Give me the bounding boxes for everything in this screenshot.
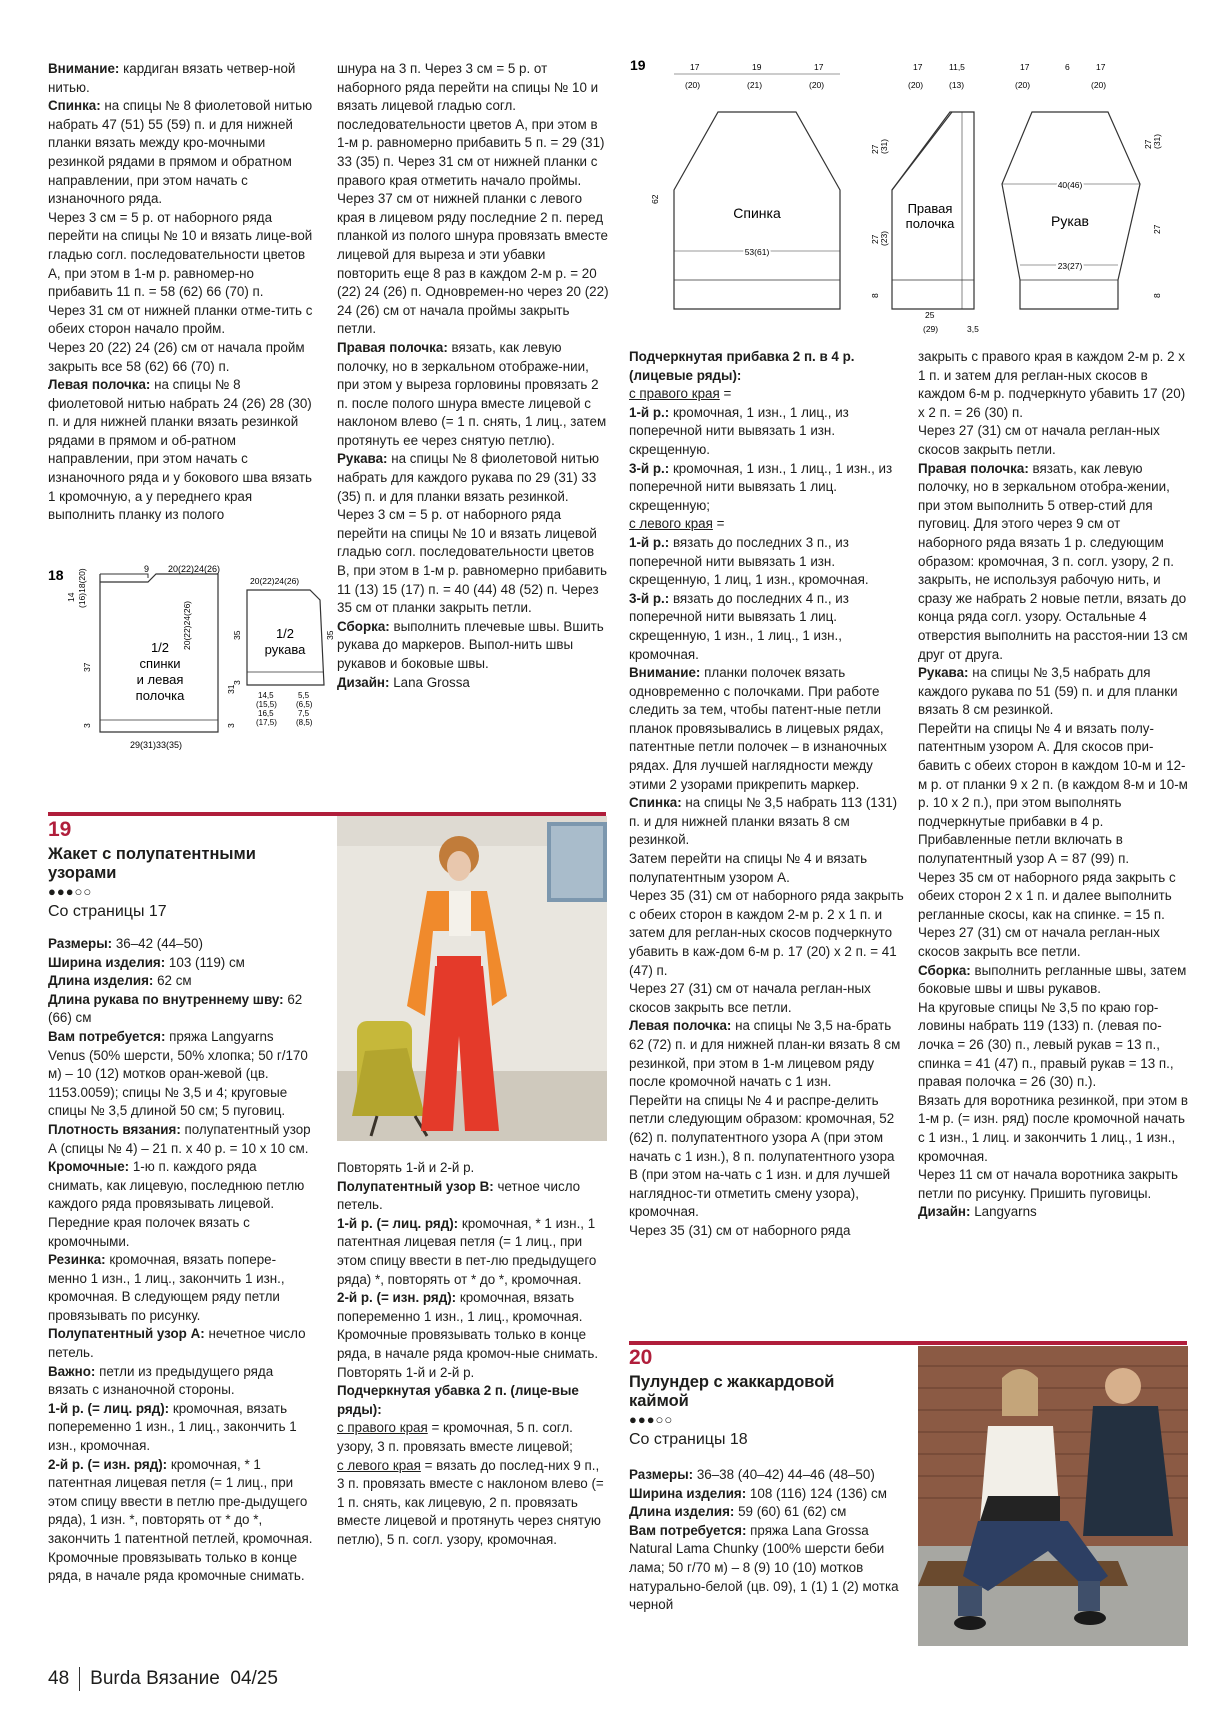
photo-models-vest bbox=[918, 1346, 1188, 1646]
front-top-b0: (20) bbox=[908, 80, 924, 90]
paragraph: с правого края = кромочная, 5 п. согл. узору, 3 п. провязать вместе лицевой; bbox=[337, 1420, 573, 1454]
paragraph: Вязать для воротника резинкой, при этом в 1-м р. (= изн. ряд) после кромочной начать с 1 изн., 1 лиц. и закончить 1 лиц., 1 изн., кромочная. bbox=[918, 1092, 1188, 1164]
paragraph: Повторять 1-й и 2-й р. bbox=[337, 1160, 475, 1175]
back-label-2: спинки bbox=[139, 656, 181, 671]
dim-top: 20(22)24(26) bbox=[168, 564, 221, 574]
dim-side: 37 bbox=[82, 662, 92, 672]
paragraph: с правого края = bbox=[629, 386, 732, 402]
section-19-number: 19 bbox=[48, 818, 72, 841]
paragraph: Кромочные: 1-ю п. каждого ряда снимать, как лицевую, последнюю петлю каждого ряда провязывать лицевой. Передние края полочек вязать с кромочными. bbox=[48, 1159, 305, 1249]
paragraph: 1-й р.: кромочная, 1 изн., 1 лиц., из поперечной нити вывязать 1 изн. скрещенную. bbox=[629, 404, 849, 457]
dim-neck-h: (16)18(20) bbox=[77, 568, 87, 608]
h23: (23) bbox=[879, 230, 889, 246]
sleeve-width: 40(46) bbox=[1057, 180, 1083, 190]
paragraph: закрыть с правого края в каждом 2-м р. 2 х 1 п. и затем для реглан-ных скосов в каждом 6-м р. подчеркнуто убавить 17 (20) х 2 п. = 26 (30) п. bbox=[918, 349, 1186, 420]
sleeve-bottom-a: 14,5 bbox=[258, 691, 274, 700]
diagram-18 bbox=[40, 560, 340, 760]
column-1-top bbox=[48, 60, 313, 525]
paragraph: Длина изделия: 59 (60) 61 (62) см bbox=[629, 1504, 847, 1520]
section-19-title: Жакет с полупатентными узорами bbox=[48, 845, 256, 882]
photo-model-orange-cardigan bbox=[337, 816, 607, 1141]
paragraph: Кромочные провязывать только в конце ряда, в начале ряда кромоч-ные снимать. bbox=[337, 1327, 599, 1361]
difficulty-rating: ●●●○○ bbox=[48, 884, 93, 899]
sleeve-top: 20(22)24(26) bbox=[250, 576, 300, 586]
paragraph: 1-й р. (= лиц. ряд): кромочная, * 1 изн., 1 патентная лицевая петля (= 1 лиц., при этом спицу ввести в пет-лю предыдущего ряда) *, повторять от * до *, кромочная. bbox=[337, 1215, 597, 1287]
dim-bottom-3b: 3 bbox=[226, 723, 236, 728]
paragraph: Через 35 (31) см от наборного ряда закрыть с обеих сторон в каждом 2-м р. 2 х 1 п. и затем для реглан-ных скосов подчеркнуто убавить в каж-дом 6-м р. 17 (20) х 2 п. = 41 (47) п. bbox=[629, 888, 904, 978]
paragraph: Правая полочка: вязать, как левую полочку, но в зеркальном отображе-нии, при этом у выреза горловины провязать 2 п. после полого шнура вместе лицевой с наклоном влево (= 1 п. снять, 1 лиц., затем протянуть ее через снятую петлю). bbox=[337, 339, 607, 448]
paragraph: Через 35 см от наборного ряда закрыть с обеих сторон 2 х 1 п. и далее выполнить регланные скосы, как на спинке. = 15 п. bbox=[918, 869, 1176, 922]
paragraph: Ширина изделия: 103 (119) см bbox=[48, 954, 245, 970]
dim-side-31: 31 bbox=[226, 684, 236, 694]
paragraph: Через 35 (31) см от наборного ряда bbox=[629, 1222, 851, 1238]
sleeve-label: Рукав bbox=[1051, 213, 1089, 229]
paragraph: Важно: петли из предыдущего ряда вязать с изнаночной стороны. bbox=[48, 1363, 274, 1398]
dim-shoulder: 9 bbox=[144, 564, 150, 574]
paragraph: Вам потребуется: пряжа Lana Grossa Natural Lama Chunky (100% шерсти беби лама; 50 г/70 м) – 8 (9) 10 (10) мотков натурально-белой (цв. 09), 1 (1) 1 (2) мотка черной bbox=[629, 1522, 899, 1613]
paragraph: Через 31 см от нижней планки отме-тить с обеих сторон начало пройм. bbox=[48, 302, 313, 337]
front-25: 25 bbox=[925, 310, 935, 320]
back-top-b2: (20) bbox=[809, 80, 825, 90]
section-20-rule bbox=[629, 1341, 1187, 1345]
sleeve-left: 35 bbox=[232, 630, 242, 640]
sleeve-bottom-c: 16,5 bbox=[258, 709, 274, 718]
from-page: Со страницы 17 bbox=[48, 903, 167, 920]
page-footer bbox=[48, 1667, 278, 1691]
paragraph: Вам потребуется: пряжа Langyarns Venus (50% шерсти, 50% хлопка; 50 г/170 м) – 10 (12) мотков оран-жевой (цв. 1153.0059); спицы № 3,5 и 4; круговые спицы № 3,5 длиной 50 см; 5 пуговиц. bbox=[48, 1028, 308, 1119]
s-h31: (31) bbox=[1152, 133, 1162, 149]
paragraph: 1-й р.: вязать до последних 3 п., из поперечной нити вывязать 1 изн. скрещенную, 1 лиц, 1 изн., кромочная. bbox=[629, 534, 869, 588]
paragraph: с левого края = bbox=[629, 516, 725, 532]
front-top-b1: (13) bbox=[949, 80, 965, 90]
paragraph: Повторять 1-й и 2-й р. bbox=[337, 1364, 475, 1380]
back-top-b1: (21) bbox=[747, 80, 763, 90]
difficulty-rating-20: ●●●○○ bbox=[629, 1412, 674, 1427]
paragraph: 1-й р. (= лиц. ряд): кромочная, вязать попеременно 1 изн., 1 лиц., закончить 1 изн., кромочная. bbox=[48, 1400, 297, 1454]
sleeve-bottom-b: (15,5) bbox=[256, 700, 277, 709]
sleeve-bottom: 23(27) bbox=[1057, 261, 1083, 271]
s-h27b: 27 bbox=[1152, 224, 1162, 234]
diagram-number: 19 bbox=[630, 57, 646, 73]
back-label-3: и левая bbox=[136, 672, 184, 687]
sleeve-top-2: 17 bbox=[1096, 62, 1106, 72]
page-number: 48 bbox=[48, 1668, 70, 1690]
paragraph: Сборка: выполнить плечевые швы. Вшить рукава до маркеров. Выпол-нить швы рукавов и боковые швы. bbox=[337, 618, 604, 671]
column-4 bbox=[918, 348, 1188, 1222]
s-h27: 27 bbox=[1143, 139, 1153, 149]
front-29: (29) bbox=[923, 324, 939, 334]
from-page-20: Со страницы 18 bbox=[629, 1431, 748, 1448]
back-top-b0: (20) bbox=[685, 80, 701, 90]
back-width: 53(61) bbox=[744, 247, 770, 257]
paragraph: 3-й р.: вязать до последних 4 п., из поперечной нити вывязать 1 лиц. скрещенную, 1 изн., 1 лиц., 1 изн., кромочная. bbox=[629, 590, 849, 662]
paragraph: Дизайн: Lana Grossa bbox=[337, 674, 470, 690]
paragraph: Левая полочка: на спицы № 8 фиолетовой нитью набрать 24 (26) 28 (30) п. и для нижней планки вязать резинкой рядами в прямом и об-ратном направлении, при этом начать с изнаночного ряда и у бокового шва вязать 1 кромочную, а у переднего края выполнить планку из полого bbox=[48, 377, 312, 523]
column-3-bottom bbox=[629, 1466, 904, 1615]
sleeve-label-2: рукава bbox=[264, 642, 306, 657]
h8: 8 bbox=[870, 293, 880, 298]
column-3 bbox=[629, 348, 904, 1241]
paragraph: Внимание: планки полочек вязать одновременно с полочками. При работе следить за тем, чтобы патент-ные петли планок провязывались в лицевых рядах, патентные петли полочек – в изнаночных рядах. Для лучшей наглядности между этими 2 узорами прикрепить маркер. bbox=[629, 665, 887, 792]
paragraph: Через 27 (31) см от начала реглан-ных скосов закрыть все петли. bbox=[629, 981, 871, 1015]
sleeve-3: 3 bbox=[232, 680, 242, 685]
paragraph: 2-й р. (= изн. ряд): кромочная, вязать попеременно 1 изн., 1 лиц., кромочная. bbox=[337, 1290, 583, 1324]
paragraph: с левого края = вязать до послед-них 9 п., 3 п. провязать вместе с наклоном влево (= 1 п. снять, как лицевую, 2 п. провязать вместе лицевой и протянуть через снятую петлю), 5 п. согл. узору, кромочная. bbox=[337, 1457, 604, 1547]
issue-number: 04/25 bbox=[230, 1668, 278, 1690]
h27: 27 bbox=[870, 144, 880, 154]
sleeve-bottom-d: (17,5) bbox=[256, 718, 277, 727]
dim-neck-14: 14 bbox=[66, 592, 76, 602]
sleeve-top-0: 17 bbox=[1020, 62, 1030, 72]
paragraph: Дизайн: Langyarns bbox=[918, 1204, 1037, 1220]
paragraph: На круговые спицы № 3,5 по краю гор-ловины набрать 119 (133) п. (левая по-лочка = 26 (30) п., левый рукав = 13 п., спинка = 41 (47) п., правый рукав = 13 п., правая полочка = 26 (30) п.). bbox=[918, 999, 1174, 1090]
sleeve-top-1: 6 bbox=[1065, 62, 1070, 72]
paragraph: 3-й р.: кромочная, 1 изн., 1 лиц., 1 изн., из поперечной нити вывязать 1 лиц. скрещенную; bbox=[629, 460, 893, 513]
paragraph: Через 20 (22) 24 (26) см от начала пройм закрыть все 58 (62) 66 (70) п. bbox=[48, 339, 305, 374]
sleeve-top-b1: (20) bbox=[1091, 80, 1107, 90]
sleeve-top-b0: (20) bbox=[1015, 80, 1031, 90]
dim-bottom-width: 29(31)33(35) bbox=[130, 740, 183, 750]
paragraph: Левая полочка: на спицы № 3,5 на-брать 62 (72) п. и для нижней план-ки вязать 8 см резинкой, при этом в 1-м лицевом ряду после кромочной начать с 1 изн. bbox=[629, 1018, 901, 1090]
paragraph: Правая полочка: вязать, как левую полочку, но в зеркальном отобра-жении, при этом выполнить 5 отвер-стий для пуговиц. Для этого через 9 см от наборного ряда вязать 1 р. следующим образом: кромочная, 3 п. согл. узору, 2 п. закрыть, не используя рабочую нить, и сразу же набрать 2 новые петли, вязать до конца ряда согл. узору. Остальные 4 отверстия выполнить на расстоя-нии 13 см друг от друга. bbox=[918, 460, 1188, 662]
paragraph: Перейти на спицы № 4 и вязать полу-патентным узором А. Для скосов при-бавить с обеих сторон в каждом 10-м и 12-м р. от планки 9 х 2 п. (в каждом 8-м и 10-м р. 10 х 2 п.), при этом выполнять подчеркнутые прибавки в 4 р. Прибавленные петли включать в полупатентный узор А = 87 (99) п. bbox=[918, 720, 1188, 867]
paragraph: Рукава: на спицы № 8 фиолетовой нитью набрать для каждого рукава по 29 (31) 33 (35) п. и для планки вязать резинкой. Через 3 см = 5 р. от наборного ряда перейти на спицы № 10 и вязать лицевой гладью согл. последовательности цветов В, при этом в 1-м р. равномерно прибавить 11 (13) 15 (17) п. = 40 (44) 48 (52) п. Через 35 см от планки закрыть петли. bbox=[337, 451, 607, 616]
paragraph: Спинка: на спицы № 8 фиолетовой нитью набрать 47 (51) 55 (59) п. и для нижней планки вязать между кро-мочными резинкой рядами в прямом и обратном направлении, при этом начать с изнаночного ряда. bbox=[48, 98, 313, 207]
column-2-top bbox=[337, 60, 609, 692]
paragraph: Через 27 (31) см от начала реглан-ных скосов закрыть все петли. bbox=[918, 925, 1160, 959]
sleeve-right-d: (8,5) bbox=[296, 718, 313, 727]
paragraph: Подчеркнутая убавка 2 п. (лице-вые ряды): bbox=[337, 1383, 579, 1417]
paragraph: шнура на 3 п. Через 3 см = 5 р. от наборного ряда перейти на спицы № 10 и вязать лицевой гладью согл. последовательности цветов А, при этом в 1-м р. равномерно прибавить 5 п. = 29 (31) 33 (35) п. Через 31 см от нижней планки с правого края отметить начало проймы. Через 37 см от нижней планки с левого края в лицевом ряду последние 2 п. перед планкой из полого шнура провязать вместе лицевой для выреза и эти убавки повторить еще 8 раз в каждом 2-м р. = 20 (22) 24 (26) п. Одновремен-но через 20 (22) 24 (26) см от начала проймы закрыть петли. bbox=[337, 61, 609, 337]
section-20-title: Пулундер с жаккардовой каймой bbox=[629, 1373, 835, 1410]
back-label-4: полочка bbox=[135, 688, 185, 703]
height-62: 62 bbox=[650, 194, 660, 204]
paragraph: Полупатентный узор А: нечетное число петель. bbox=[48, 1326, 306, 1361]
section-20-number: 20 bbox=[629, 1346, 653, 1369]
paragraph: Ширина изделия: 108 (116) 124 (136) см bbox=[629, 1485, 887, 1501]
sleeve-label-1: 1/2 bbox=[275, 626, 295, 641]
paragraph: Длина рукава по внутреннему шву: 62 (66) см bbox=[48, 991, 303, 1026]
back-top-2: 17 bbox=[814, 62, 824, 72]
magazine-name: Burda Вязание bbox=[90, 1668, 220, 1690]
paragraph: Спинка: на спицы № 3,5 набрать 113 (131) п. и для нижней планки вязать 8 см резинкой. bbox=[629, 795, 898, 848]
back-top-0: 17 bbox=[690, 62, 700, 72]
front-label-1: Правая bbox=[907, 201, 953, 216]
paragraph: Затем перейти на спицы № 4 и вязать полупатентным узором А. bbox=[629, 851, 868, 885]
sleeve-right-b: (6,5) bbox=[296, 700, 313, 709]
front-top-0: 17 bbox=[913, 62, 923, 72]
paragraph: Размеры: 36–38 (40–42) 44–46 (48–50) bbox=[629, 1467, 875, 1482]
s-h8: 8 bbox=[1152, 293, 1162, 298]
paragraph: Внимание: кардиган вязать четвер-ной нитью. bbox=[48, 61, 296, 95]
paragraph: 2-й р. (= изн. ряд): кромочная, * 1 патентная лицевая петля (= 1 лиц., при этом спицу ввести в петлю пре-дыдущего ряда), 1 изн. *, повторять от * до *, закончить 1 патентной петлей, кромочная. Кромочные провязывать только в конце ряда, в начале ряда кромочные снимать. bbox=[48, 1456, 313, 1584]
paragraph: Резинка: кромочная, вязать попере-менно 1 изн., 1 лиц., закончить 1 изн., кромочная. В следующем ряду петли провязывать по рисунку. bbox=[48, 1252, 285, 1323]
front-top-1: 11,5 bbox=[949, 62, 965, 72]
paragraph: Полупатентный узор В: четное число петель. bbox=[337, 1178, 581, 1213]
paragraph: Плотность вязания: полупатентный узор А (спицы № 4) – 21 п. х 40 р. = 10 х 10 см. bbox=[48, 1121, 311, 1156]
dim-armhole: 20(22)24(26) bbox=[182, 600, 192, 650]
back-top-1: 19 bbox=[752, 62, 762, 72]
column-1-bottom bbox=[48, 935, 313, 1586]
diagram-number: 18 bbox=[48, 567, 64, 583]
paragraph: Рукава: на спицы № 3,5 набрать для каждого рукава по 51 (59) п. и для планки вязать 8 см резинкой. bbox=[918, 665, 1178, 718]
sleeve-right-c: 7,5 bbox=[298, 709, 310, 718]
diagram-19 bbox=[630, 54, 1190, 339]
paragraph: Через 27 (31) см от начала реглан-ных скосов закрыть петли. bbox=[918, 423, 1160, 457]
paragraph: Перейти на спицы № 4 и распре-делить петли следующим образом: кромочная, 52 (62) п. полупатентного узора А (при этом начать с 1 изн.), 8 п. полупатентного узора В (при этом на-чать с 1 изн. и для лучшей нагляднос-ти отметить смену узора), кромочная. bbox=[629, 1092, 895, 1220]
back-label: Спинка bbox=[733, 205, 781, 221]
paragraph: Через 11 см от начала воротника закрыть петли по рисунку. Пришить пуговицы. bbox=[918, 1167, 1178, 1201]
front-label-2: полочка bbox=[905, 216, 955, 231]
h27b: 27 bbox=[870, 234, 880, 244]
h31: (31) bbox=[879, 138, 889, 154]
back-label-1: 1/2 bbox=[150, 640, 170, 655]
sleeve-right-a: 5,5 bbox=[298, 691, 310, 700]
paragraph: Через 3 см = 5 р. от наборного ряда перейти на спицы № 10 и вязать лице-вой гладью согл. последовательности цветов А, при этом в 1-м р. равномер-но прибавить 11 п. = 58 (62) 66 (70) п. bbox=[48, 209, 313, 300]
column-2-bottom bbox=[337, 1159, 609, 1549]
sleeve-right: 35 bbox=[325, 630, 335, 640]
dim-bottom-3: 3 bbox=[82, 723, 92, 728]
front-35: 3,5 bbox=[967, 324, 979, 334]
paragraph: Размеры: 36–42 (44–50) bbox=[48, 936, 203, 951]
paragraph: Сборка: выполнить регланные швы, затем боковые швы и швы рукавов. bbox=[918, 962, 1187, 997]
paragraph: Подчеркнутая прибавка 2 п. в 4 р. (лицевые ряды): bbox=[629, 349, 855, 383]
paragraph: Длина изделия: 62 см bbox=[48, 973, 192, 989]
